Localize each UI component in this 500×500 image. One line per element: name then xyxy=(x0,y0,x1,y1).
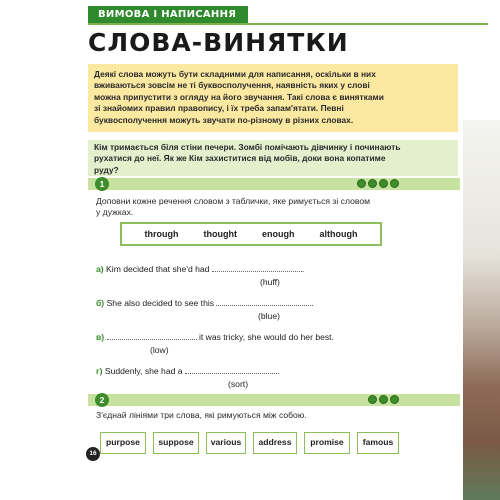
gem-icon xyxy=(390,395,399,404)
intro-line: вживаються зовсім не ті буквосполучення, наявність яких у слові xyxy=(94,80,370,91)
exercise-item-d xyxy=(96,365,279,376)
instruction-line: у дужках. xyxy=(96,207,134,217)
gem-icon xyxy=(368,395,377,404)
item-letter: в) xyxy=(96,332,105,342)
intro-line: буквосполучення можуть звучати по-різному в різних словах. xyxy=(94,114,354,125)
gem-icon xyxy=(379,395,388,404)
scenario-box xyxy=(88,140,458,176)
rhyme-hint: (sort) xyxy=(228,379,249,389)
item-text-before: Suddenly, she had a xyxy=(104,366,183,376)
exercise-item-b xyxy=(96,297,314,308)
scenario-line: руду? xyxy=(94,164,119,175)
exercise2-bar xyxy=(88,394,460,406)
exercise1-bar xyxy=(88,178,460,190)
item-letter: a) xyxy=(96,264,104,274)
intro-line: Деякі слова можуть бути складними для написання, оскільки в них xyxy=(94,69,376,79)
intro-line: можна припустити з огляду на його звучання. Такі слова є винятками xyxy=(94,91,384,102)
rhyme-hint: (low) xyxy=(150,345,169,355)
gem-icon xyxy=(368,179,377,188)
item-text-after: . xyxy=(301,264,305,274)
word-bank-table xyxy=(120,222,382,246)
gem-icon xyxy=(357,179,366,188)
scene-photo-strip xyxy=(463,120,500,500)
item-text-after: . xyxy=(276,366,280,376)
answer-blank[interactable] xyxy=(185,365,280,376)
item-text-before: Kim decided that she'd had xyxy=(106,264,210,274)
rhyme-word-box[interactable]: suppose xyxy=(153,432,199,454)
gem-icon xyxy=(379,179,388,188)
rhyme-word-box[interactable]: various xyxy=(206,432,246,454)
exercise-item-c xyxy=(96,331,334,342)
rhyme-word-box[interactable]: famous xyxy=(357,432,399,454)
exercise-item-a xyxy=(96,263,304,274)
section-header-label: ВИМОВА І НАПИСАННЯ xyxy=(88,6,248,23)
answer-blank[interactable] xyxy=(216,297,314,308)
item-text-after: it was tricky, she would do her best. xyxy=(198,332,334,342)
item-text-before: She also decided to see this xyxy=(106,298,215,308)
exercise1-number-badge: 1 xyxy=(95,177,109,191)
intro-line: зі знайомих правил правопису, і їх треба запам'ятати. Певні xyxy=(94,103,344,114)
scenario-line: Кім тримається біля стіни печери. Зомбі помічають дівчинку і починають xyxy=(94,142,401,152)
rhyme-word-box[interactable]: promise xyxy=(304,432,350,454)
word-bank-item: thought xyxy=(203,229,237,239)
rhyme-word-box[interactable]: address xyxy=(253,432,297,454)
scenario-line: рухатися до неї. Як же Кім захиститися від мобів, доки вона копатиме xyxy=(94,153,386,164)
gem-icon xyxy=(390,179,399,188)
exercise2-instruction: З'єднай лініями три слова, які римуються між собою. xyxy=(96,410,307,420)
exercise1-instruction xyxy=(96,196,426,218)
page-number: 16 xyxy=(86,447,100,461)
intro-box xyxy=(88,64,458,132)
item-text-after: . xyxy=(311,298,314,308)
rhyme-hint: (huff) xyxy=(260,277,280,287)
header-divider xyxy=(88,23,488,25)
page-title: СЛОВА-ВИНЯТКИ xyxy=(88,28,349,57)
answer-blank[interactable] xyxy=(212,263,305,274)
instruction-line: Доповни кожне речення словом з таблички, яке римується зі словом xyxy=(96,196,371,206)
rhyme-word-box[interactable]: purpose xyxy=(100,432,146,454)
item-letter: б) xyxy=(96,298,105,308)
item-letter: г) xyxy=(96,366,103,376)
exercise2-number-badge: 2 xyxy=(95,393,109,407)
word-bank-item: although xyxy=(319,229,358,239)
word-bank-item: enough xyxy=(261,229,295,239)
rhyme-hint: (blue) xyxy=(258,311,280,321)
answer-blank[interactable] xyxy=(107,331,197,340)
word-bank-item: through xyxy=(144,229,179,239)
